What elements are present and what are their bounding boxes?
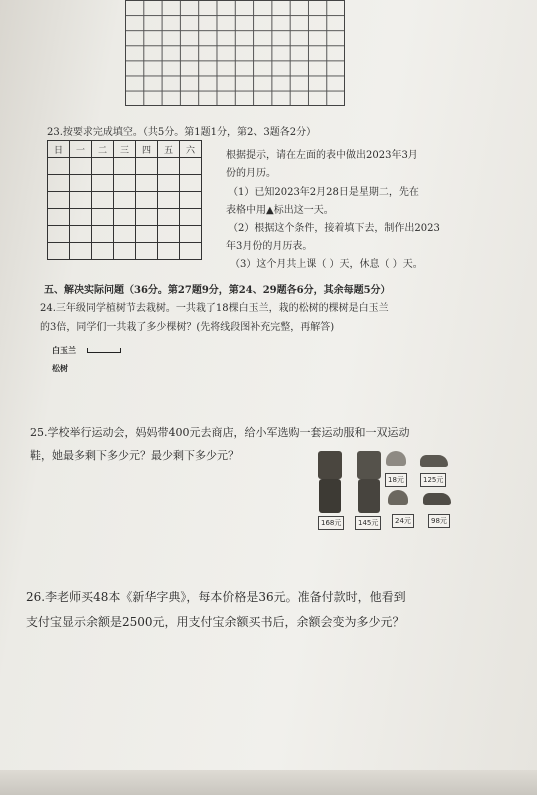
calendar-table [47,140,202,260]
page-bottom-shadow [0,770,537,795]
q26-line2: 支付宝显示余额是2500元，用支付宝余额买书后，余额会变为多少元？ [26,615,405,629]
calendar-header: 一 [70,141,92,158]
price-tag: 18元 [385,473,407,487]
sportswear-1-image [315,451,345,513]
calendar-header: 四 [136,141,158,158]
shoe-2-image [423,489,451,507]
q23-line: 年3月份的月历表。 [226,241,313,252]
cap-2-image [388,490,410,506]
price-tag: 125元 [420,473,446,487]
calendar-header: 二 [92,141,114,158]
q23-line: （3）这个月共上课（ ）天，休息（ ）天。 [230,259,423,270]
q24-line1: 24.三年级同学植树节去栽树。一共栽了18棵白玉兰，栽的松树的棵树是白玉兰 [40,303,389,314]
q23-line: （2）根据这个条件，接着填下去，制作出2023 [228,223,440,234]
magnolia-segment [87,348,121,353]
sportswear-2-image [354,451,384,513]
q23-line: 根据提示，请在左面的表中做出2023年3月 [226,150,418,161]
price-tag: 145元 [355,516,381,530]
calendar-header: 日 [48,141,70,158]
price-tag: 24元 [392,514,414,528]
q24-line2: 的3倍，同学们一共栽了多少棵树？(先将线段图补充完整，再解答) [40,322,335,333]
label-magnolia: 白玉兰 [52,346,76,355]
q26-line1: 26.李老师买48本《新华字典》，每本价格是36元。准备付款时，他看到 [26,590,406,604]
label-pine: 松树 [52,364,68,373]
price-tag: 168元 [318,516,344,530]
section5-title: 五、解决实际问题（36分。第27题9分，第24、29题各6分，其余每题5分） [44,285,391,296]
calendar-header: 五 [158,141,180,158]
q23-line: 份的月历。 [226,168,276,179]
shoe-1-image [420,451,448,469]
cap-1-image [386,451,408,467]
q23-line: 表格中用▲标出这一天。 [226,205,334,216]
square-grid [125,0,345,106]
price-tag: 98元 [428,514,450,528]
q23-line: （1）已知2023年2月28日是星期二，先在 [228,187,419,198]
q25-line1: 25.学校举行运动会，妈妈带400元去商店，给小军选购一套运动服和一双运动 [30,426,410,439]
q25-line2: 鞋，她最多剩下多少元？最少剩下多少元？ [30,449,239,462]
q23-title: 23.按要求完成填空。（共5分。第1题1分，第2、3题各2分） [47,127,317,138]
calendar-header: 六 [180,141,202,158]
calendar-header: 三 [114,141,136,158]
